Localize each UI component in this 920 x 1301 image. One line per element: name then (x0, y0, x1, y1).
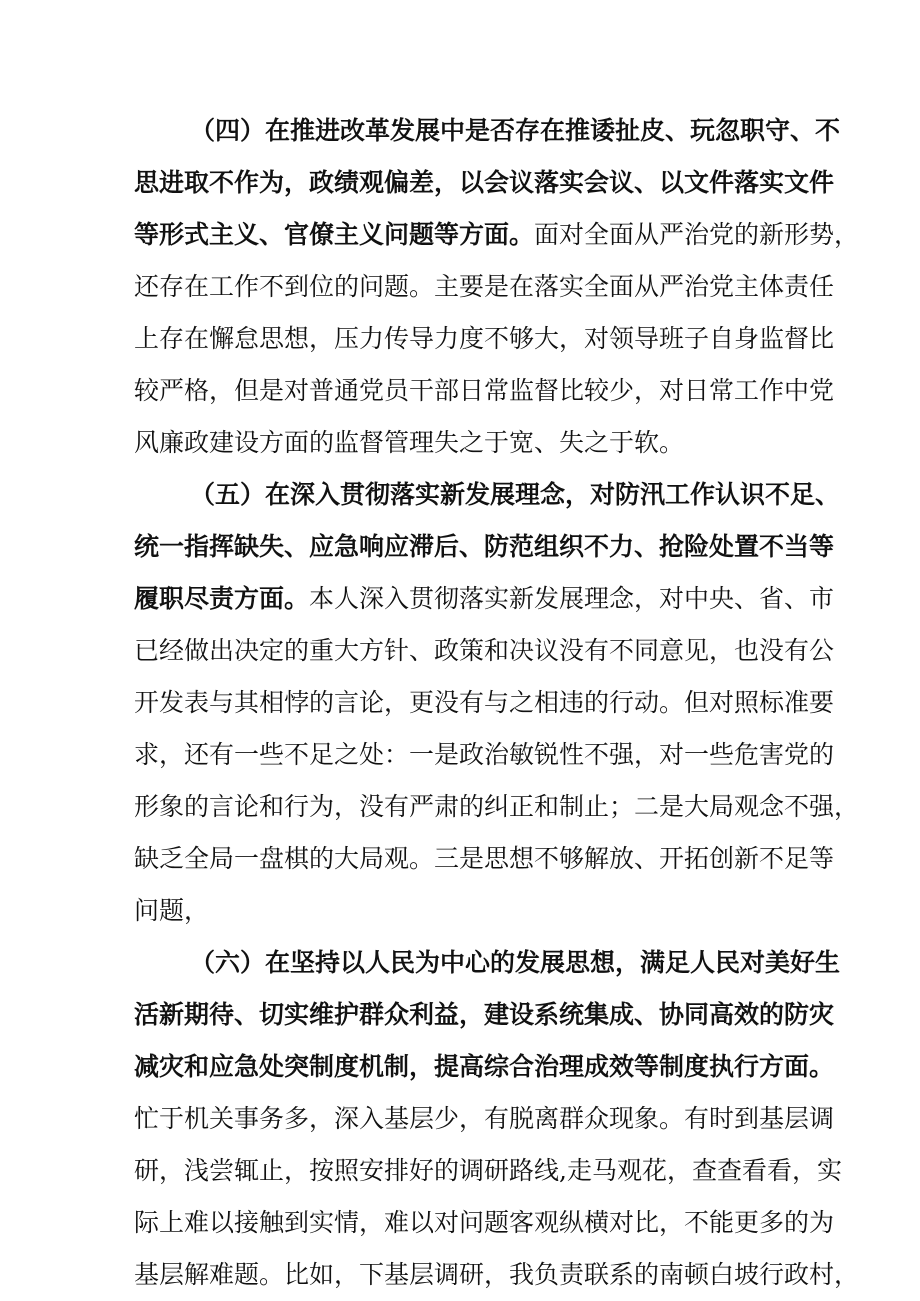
section6-body-text: 忙于机关事务多，深入基层少，有脱离群众现象。有时到基层调 (134, 1104, 835, 1133)
section6-heading-part1: （六）在坚持以人民为中心的发展思想，满足人民对美好生 (190, 948, 841, 977)
section6-line-5 (134, 1156, 842, 1186)
section4-body-text: 面对全面从严治党的新形势， (534, 220, 860, 249)
section5-line-2 (134, 532, 835, 562)
section4-heading-part1: （四）在推进改革发展中是否存在推诿扯皮、玩忽职守、不 (190, 116, 841, 145)
section5-heading-part1: （五）在深入贯彻落实新发展理念，对防汛工作认识不足、 (190, 480, 841, 509)
section4-heading-part2: 思进取不作为，政绩观偏差，以会议落实会议、以文件落实文件 (134, 168, 835, 197)
section5-heading-part2: 统一指挥缺失、应急响应滞后、防范组织不力、抢险处置不当等 (134, 532, 835, 561)
section5-body-text: 已经做出决定的重大方针、政策和决议没有不同意见，也没有公 (134, 636, 835, 665)
section6-line-6 (134, 1208, 835, 1238)
section6-line-3 (134, 1052, 835, 1082)
section6-line-2 (134, 1000, 835, 1030)
section5-line-4 (134, 636, 835, 666)
section5-heading-part3: 履职尽责方面。 (134, 584, 310, 613)
section6-body-text: 研，浅尝辄止，按照安排好的调研路线,走马观花，查查看看，实 (134, 1156, 842, 1185)
section5-body-text: 形象的言论和行为，没有严肃的纠正和制止；二是大局观念不强， (134, 792, 860, 821)
section4-line-1 (190, 116, 841, 146)
section5-line-5 (134, 688, 835, 718)
section5-body-text: 缺乏全局一盘棋的大局观。三是思想不够解放、开拓创新不足等 (134, 844, 835, 873)
section6-body-text: 基层解难题。比如，下基层调研，我负责联系的南顿白坡行政村， (134, 1260, 860, 1289)
section5-line-3 (134, 584, 835, 614)
section5-line-7 (134, 792, 860, 822)
section4-line-2 (134, 168, 835, 198)
section5-body-text: 开发表与其相悖的言论，更没有与之相违的行动。但对照标准要 (134, 688, 835, 717)
section5-line-8 (134, 844, 835, 874)
section4-line-6 (134, 376, 835, 406)
section4-line-5 (134, 324, 835, 354)
section6-line-1 (190, 948, 841, 978)
section6-line-4 (134, 1104, 835, 1134)
section5-line-9 (134, 896, 794, 926)
section4-body-text: 较严格，但是对普通党员干部日常监督比较少，对日常工作中党 (134, 376, 835, 405)
section6-heading-part3: 减灾和应急处突制度机制，提高综合治理成效等制度执行方面。 (134, 1052, 835, 1081)
section5-body-text: 问题， (134, 896, 210, 925)
section6-line-7 (134, 1260, 860, 1290)
section4-line-4 (134, 272, 835, 302)
section6-heading-part2: 活新期待、切实维护群众利益，建设系统集成、协同高效的防灾 (134, 1000, 835, 1029)
section4-body-text: 上存在懈怠思想，压力传导力度不够大，对领导班子自身监督比 (134, 324, 835, 353)
section5-body-text: 本人深入贯彻落实新发展理念，对中央、省、市 (309, 584, 835, 613)
section4-line-3 (134, 220, 860, 250)
section5-line-6 (134, 740, 835, 770)
section5-body-text: 求，还有一些不足之处：一是政治敏锐性不强，对一些危害党的 (134, 740, 835, 769)
section5-line-1 (190, 480, 841, 510)
section4-body-text: 还存在工作不到位的问题。主要是在落实全面从严治党主体责任 (134, 272, 835, 301)
section4-line-7 (134, 428, 794, 458)
section6-body-text: 际上难以接触到实情，难以对问题客观纵横对比，不能更多的为 (134, 1208, 835, 1237)
section4-body-text: 风廉政建设方面的监督管理失之于宽、失之于软。 (134, 428, 685, 457)
section4-heading-part3: 等形式主义、官僚主义问题等方面。 (134, 220, 535, 249)
